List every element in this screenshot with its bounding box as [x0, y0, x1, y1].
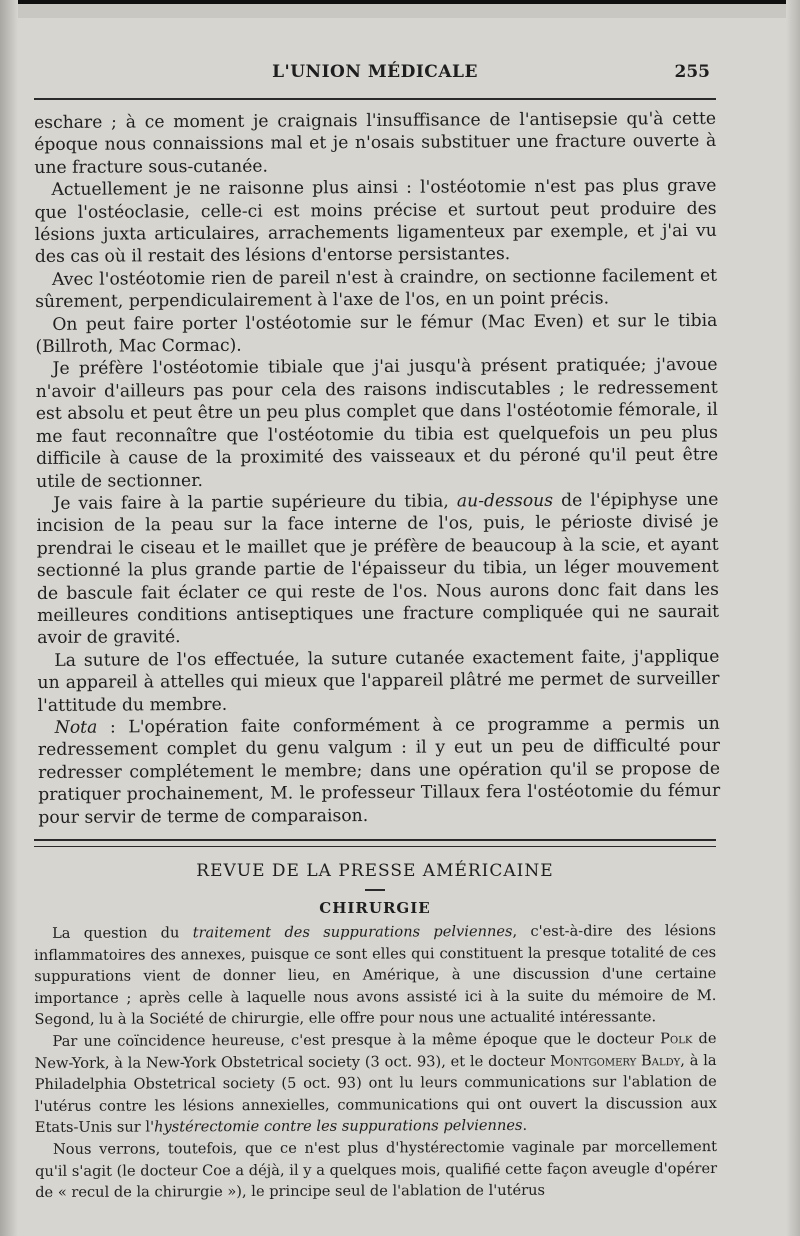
- text-run: de l'épiphyse une incision de la peau sur la face interne de l'os, puis, le périoste divisé je prendrai le ciseau et le maillet que je préfère de beaucoup à la scie, et ayant sectionné la plus grande partie de l'épaisseur du tibia, un léger mouvement de bascule fait éclater ce qui reste de l'os. Nous aurons donc fait dans les meilleures conditions antiseptiques une fracture compliquée qui ne saurait avoir de gravité.: [36, 489, 720, 649]
- scan-border-right: [786, 0, 800, 1236]
- running-head: L'UNION MÉDICALE: [272, 62, 478, 82]
- paragraph: La suture de l'os effectuée, la suture cutanée exactement faite, j'applique un appareil à attelles qui mieux que l'appareil plâtré me permet de surveiller l'attitude du membre.: [37, 646, 720, 716]
- section-divider: [34, 839, 716, 847]
- subsection-title: CHIRURGIE: [319, 899, 431, 917]
- text-run: Je vais faire à la partie supérieure du tibia,: [53, 491, 457, 514]
- paragraph: Avec l'ostéotomie rien de pareil n'est à craindre, on sectionne facilement et sûrement, perpendiculairement à l'axe de l'os, en un point précis.: [35, 265, 718, 313]
- text-run: La question du: [52, 924, 193, 942]
- paragraph: [36, 489, 719, 650]
- nota-paragraph: [38, 713, 721, 829]
- text-run: .: [522, 1117, 528, 1135]
- journal-page: [34, 52, 721, 1204]
- review-body: [34, 920, 717, 1204]
- text-run: : L'opération faite conformément à ce programme a permis un redressement complet du genu valgum : il y eut un peu de difficulté pour redresser complétement le membre; dans une opération qu'il se propose de pratiquer prochainement, M. le professeur Tillaux fera l'ostéotomie du fémur pour servir de terme de comparaison.: [37, 713, 721, 828]
- italic-term: au-dessous: [456, 490, 554, 512]
- paragraph: Je préfère l'ostéotomie tibiale que j'ai jusqu'à présent pratiquée; j'avoue n'avoir d'ailleurs pas pour cela des raisons indiscutables ; le redressement est absolu et peut être un peu plus complet que dans l'ostéotomie fémorale, il me faut reconnaître que l'ostéotomie du tibia est quelquefois un peu plus difficile à cause de la proximité des vaisseaux et du péroné qu'il peut être utile de sectionner.: [35, 355, 719, 492]
- author-name: Polk: [660, 1030, 693, 1048]
- short-divider: [365, 889, 385, 891]
- article-body: [34, 108, 720, 829]
- text-run: , c'est-à-dire des lésions inflammatoires des annexes, puisque ce sont elles qui constituent la presque totalité de ces suppurations vient de donner lieu, en Amérique, à une discussion d'une certaine importance ; après celle à laquelle nous avons assisté ici à la suite du mémoire de M. Segond, lu à la Société de chirurgie, elle offre pour nous une actualité intéressante.: [34, 922, 717, 1029]
- scan-border-top: [0, 0, 800, 18]
- italic-term: traitement des suppurations pelviennes: [192, 922, 513, 942]
- scan-border-left: [0, 0, 18, 1236]
- page-number: 255: [674, 62, 710, 82]
- paragraph: [34, 920, 716, 1031]
- section-title: REVUE DE LA PRESSE AMÉRICAINE: [196, 861, 554, 881]
- page-header: [34, 52, 716, 92]
- author-name: Montgomery Baldy: [550, 1051, 681, 1070]
- text-run: de New-York, à la New-York Obstetrical society (3 oct. 93), et le docteur: [34, 1029, 717, 1072]
- paragraph: Nous verrons, toutefois, que ce n'est plus d'hystérectomie vaginale par morcellement qu'il s'agit (le docteur Coe a déjà, il y a quelques mois, qualifié cette façon aveugle d'opérer de « recul de la chirurgie »), le principe seul de l'ablation de l'utérus: [35, 1137, 718, 1202]
- paragraph: Actuellement je ne raisonne plus ainsi : l'ostéotomie n'est pas plus grave que l'ostéoclasie, celle-ci est moins précise et surtout peut produire des lésions juxta articulaires, arrachements ligamenteux par exemple, et j'ai vu des cas où il restait des lésions d'entorse persistantes.: [34, 176, 717, 268]
- nota-label: Nota: [54, 717, 98, 738]
- paragraph: On peut faire porter l'ostéotomie sur le fémur (Mac Even) et sur le tibia (Billroth, Mac Cormac).: [35, 310, 718, 358]
- text-run: , à la Philadelphia Obstetrical society (5 oct. 93) ont lu leurs communications sur l'ablation de l'utérus contre les lésions annexielles, communications qui ont ouvert la discussion aux Etats-Unis sur l': [34, 1051, 717, 1137]
- paragraph: [34, 1028, 716, 1139]
- paragraph: eschare ; à ce moment je craignais l'insuffisance de l'antisepsie qu'à cette époque nous connaissions mal et je n'osais substituer une fracture ouverte à une fracture sous-cutanée.: [34, 108, 717, 178]
- text-run: Par une coïncidence heureuse, c'est presque à la même époque que le docteur: [52, 1030, 661, 1050]
- header-rule: [34, 98, 716, 100]
- italic-term: hystérectomie contre les suppurations pelviennes: [154, 1117, 523, 1136]
